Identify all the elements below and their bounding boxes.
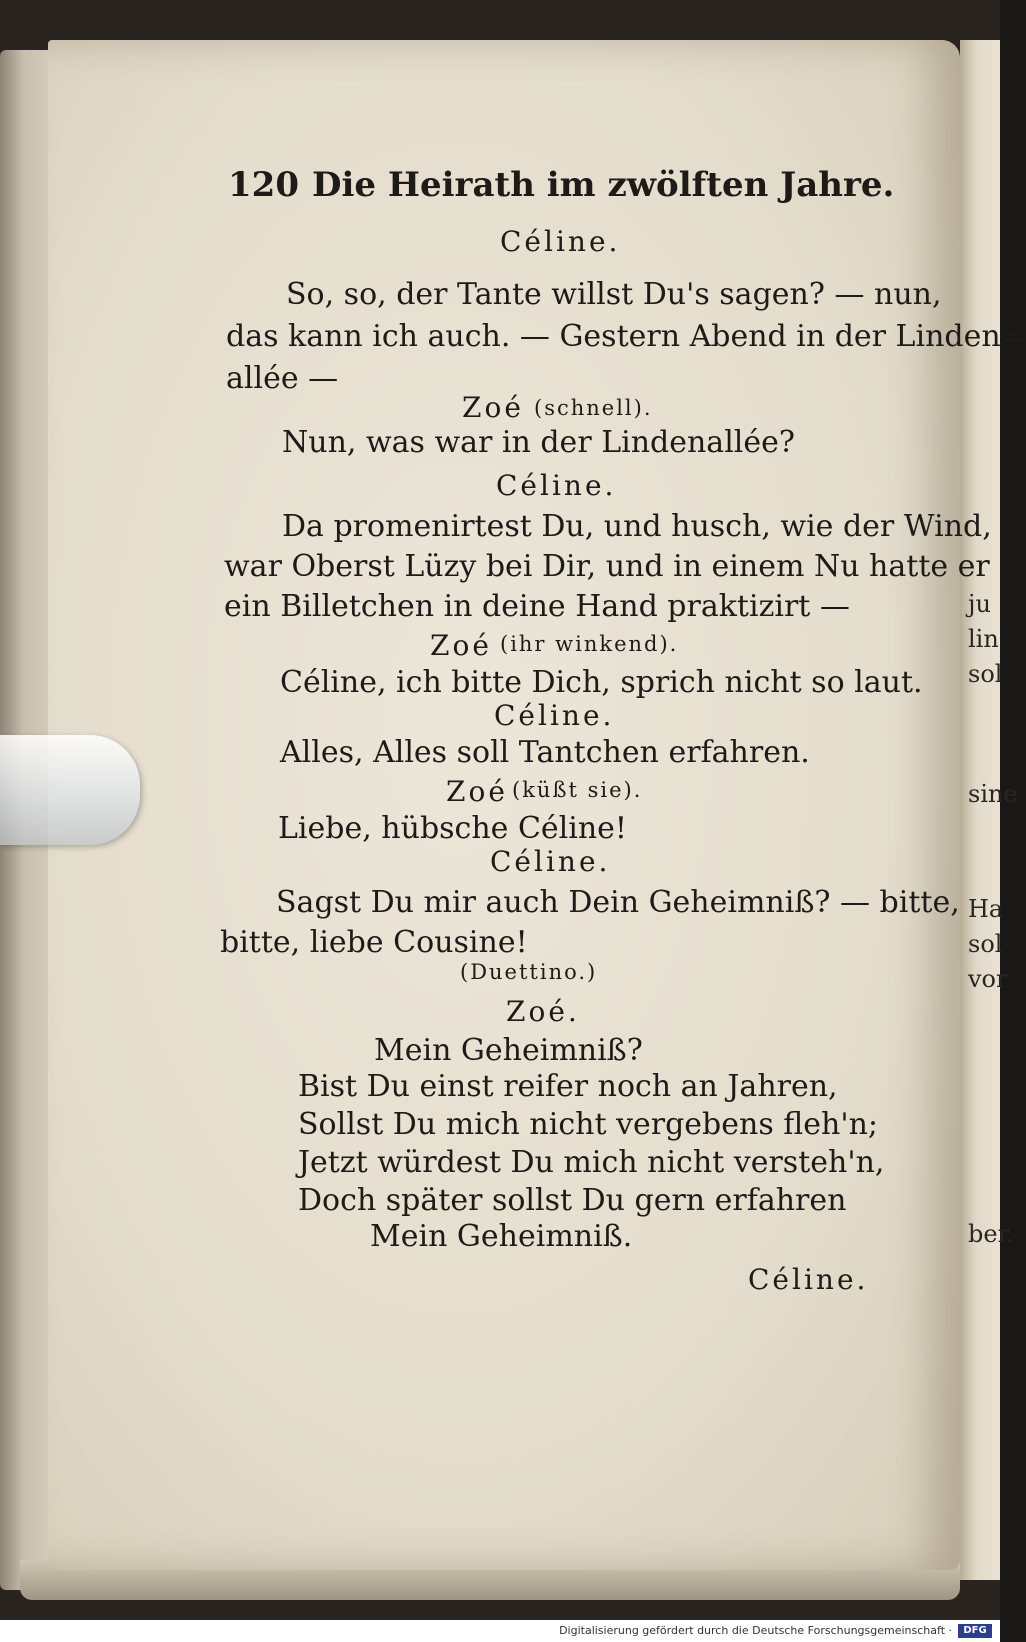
speaker-celine: Céline. xyxy=(490,845,611,878)
text-line: Sagst Du mir auch Dein Geheimniß? — bitte, xyxy=(276,885,960,920)
verse-line: Mein Geheimniß? xyxy=(374,1033,643,1068)
text-line: Céline, ich bitte Dich, sprich nicht so laut. xyxy=(280,665,923,700)
verse-line: Bist Du einst reifer noch an Jahren, xyxy=(298,1069,838,1104)
page-clamp xyxy=(0,735,140,845)
text-line: Nun, was war in der Lindenallée? xyxy=(282,425,795,460)
text-line: bitte, liebe Cousine! xyxy=(220,925,528,960)
speaker-zoe: Zoé xyxy=(462,391,524,424)
text-line: das kann ich auch. — Gestern Abend in der Linden= xyxy=(226,319,1026,354)
facing-page-fragment: vor xyxy=(968,965,1008,993)
facing-page-fragment: lin xyxy=(968,625,999,653)
verse-line: Mein Geheimniß. xyxy=(370,1219,633,1254)
catchword: Céline. xyxy=(748,1263,869,1296)
text-line: ein Billetchen in deine Hand praktizirt — xyxy=(224,589,850,624)
stage-direction: (schnell). xyxy=(534,396,653,420)
page-number: 120 xyxy=(228,165,299,205)
verse-line: Doch später sollst Du gern erfahren xyxy=(298,1183,847,1218)
facing-page-fragment: Ha xyxy=(968,895,1004,923)
facing-page-fragment: sol xyxy=(968,660,1003,688)
speaker-celine: Céline. xyxy=(500,225,621,258)
stage-direction-duettino: (Duettino.) xyxy=(460,960,598,984)
speaker-zoe: Zoé xyxy=(446,775,508,808)
facing-page-fragment: sol xyxy=(968,930,1003,958)
dfg-logo: DFG xyxy=(958,1624,992,1638)
speaker-celine: Céline. xyxy=(496,469,617,502)
running-title: Die Heirath im zwölften Jahre. xyxy=(312,165,895,205)
text-line: Alles, Alles soll Tantchen erfahren. xyxy=(280,735,810,770)
stage-direction: (küßt sie). xyxy=(512,778,643,802)
text-line: Liebe, hübsche Céline! xyxy=(278,811,627,846)
verse-line: Jetzt würdest Du mich nicht versteh'n, xyxy=(298,1145,885,1180)
facing-page-fragment: ber. xyxy=(968,1220,1015,1248)
facing-page-fragment: sine xyxy=(968,780,1018,808)
stage-direction: (ihr winkend). xyxy=(500,632,679,656)
digitization-credit: Digitalisierung gefördert durch die Deutsche Forschungsgemeinschaft · xyxy=(559,1624,952,1637)
facing-page-edge xyxy=(960,40,1003,1580)
speaker-celine: Céline. xyxy=(494,699,615,732)
speaker-zoe: Zoé xyxy=(430,629,492,662)
text-line: war Oberst Lüzy bei Dir, und in einem Nu hatte er xyxy=(224,549,990,584)
facing-page-fragment: ju xyxy=(968,590,991,618)
text-line: So, so, der Tante willst Du's sagen? — nun, xyxy=(286,277,942,312)
text-line: allée — xyxy=(226,361,339,396)
speaker-zoe: Zoé. xyxy=(506,995,580,1028)
text-line: Da promenirtest Du, und husch, wie der Wind, xyxy=(282,509,992,544)
verse-line: Sollst Du mich nicht vergebens fleh'n; xyxy=(298,1107,879,1142)
